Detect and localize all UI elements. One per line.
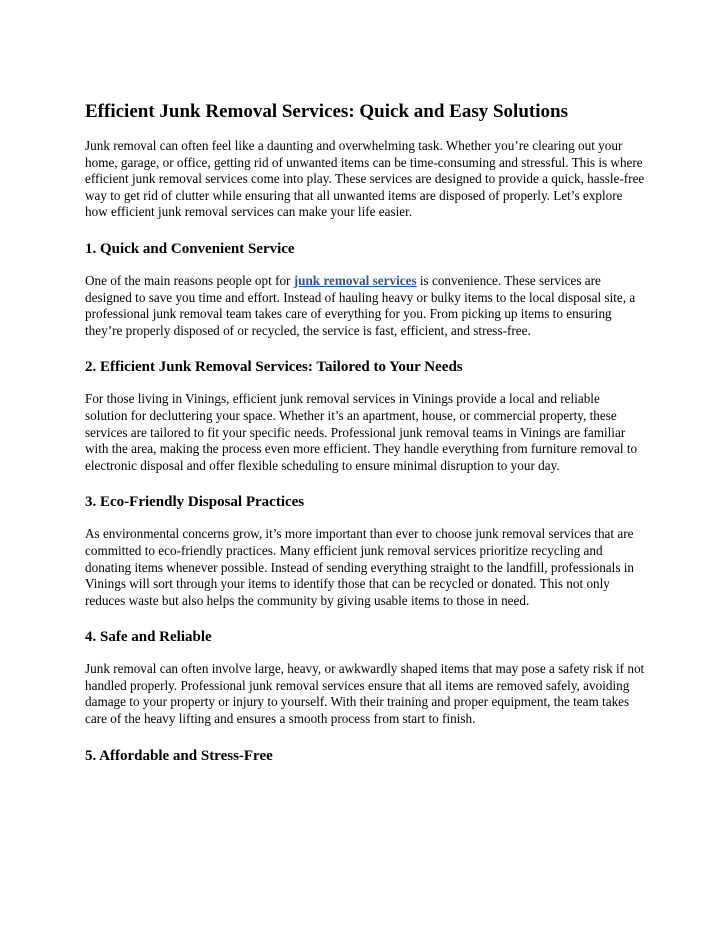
document-page	[85, 100, 645, 780]
section-2-paragraph: For those living in Vinings, efficient junk removal services in Vinings provide a local and reliable solution for decluttering your space. Whether it’s an apartment, house, or commercial property, these services are tailored to fit your specific needs. Professional junk removal teams in Vinings are familiar with the area, making the process even more efficient. They handle everything from furniture removal to electronic disposal and offer flexible scheduling to ensure minimal disruption to your day.	[85, 391, 638, 473]
junk-removal-services-link[interactable]: junk removal services	[293, 272, 417, 288]
document-title: Efficient Junk Removal Services: Quick and Easy Solutions	[85, 101, 568, 122]
section-5-heading: 5. Affordable and Stress-Free	[85, 747, 273, 764]
section-1-text-after-link: is convenience. These services are designed to save you time and effort. Instead of hauling heavy or bulky items to the local disposal site, a professional junk removal team takes care of everything for you. From picking up items to ensuring they’re properly disposed of or recycled, the service is fast, efficient, and stress-free.	[85, 272, 636, 338]
section-3-paragraph: As environmental concerns grow, it’s more important than ever to choose junk removal services that are committed to eco-friendly practices. Many efficient junk removal services prioritize recycling and donating items whenever possible. Instead of sending everything straight to the landfill, professionals in Vinings will sort through your items to identify those that can be recycled or donated. This not only reduces waste but also helps the community by giving usable items to those in need.	[85, 526, 635, 608]
section-1-text-before-link: One of the main reasons people opt for	[85, 272, 294, 288]
section-1-heading: 1. Quick and Convenient Service	[85, 240, 295, 257]
section-3-heading: 3. Eco-Friendly Disposal Practices	[85, 494, 305, 511]
section-4-heading: 4. Safe and Reliable	[85, 629, 212, 646]
intro-paragraph: Junk removal can often feel like a daunting and overwhelming task. Whether you’re clearing out your home, garage, or office, getting rid of unwanted items can be time-consuming and stressful. This is where efficient junk removal services come into play. These services are designed to provide a quick, hassle-free way to get rid of clutter while ensuring that all unwanted items are disposed of properly. Let’s explore how efficient junk removal services can make your life easier.	[85, 138, 645, 220]
section-1-paragraph	[85, 273, 645, 339]
section-2-heading: 2. Efficient Junk Removal Services: Tailored to Your Needs	[85, 359, 463, 376]
section-4-paragraph: Junk removal can often involve large, heavy, or awkwardly shaped items that may pose a safety risk if not handled properly. Professional junk removal services ensure that all items are removed safely, avoiding damage to your property or injury to yourself. With their training and proper equipment, the team takes care of the heavy lifting and ensures a smooth process from start to finish.	[85, 661, 645, 727]
